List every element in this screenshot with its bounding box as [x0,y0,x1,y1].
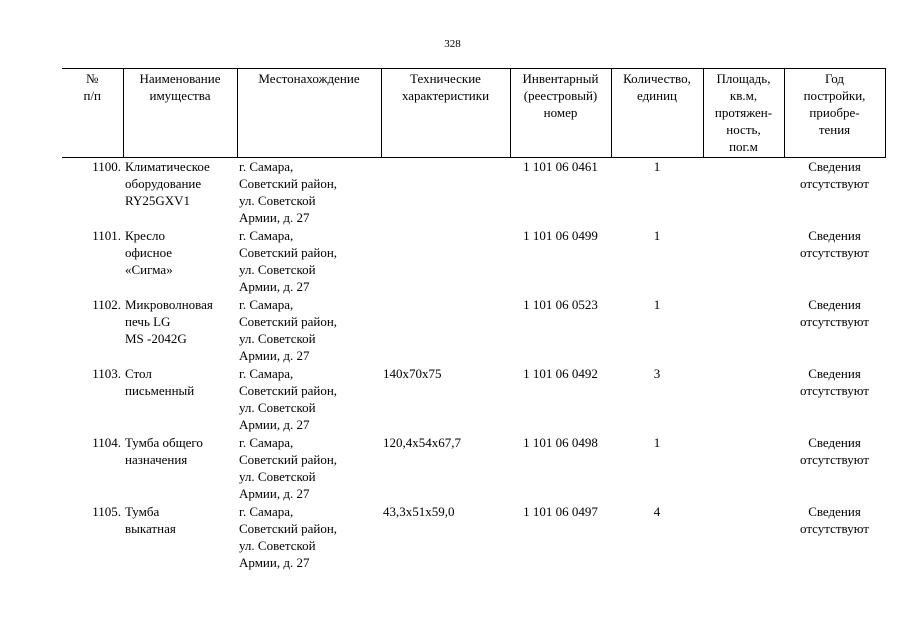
row-year: Сведения отсутствуют [800,435,869,467]
table-row [62,227,885,296]
row-inventory: 1 101 06 0523 [523,297,598,312]
row-name: Кресло офисное «Сигма» [125,228,173,277]
page-number: 328 [444,38,461,50]
row-area [703,296,784,365]
row-quantity: 1 [653,228,661,243]
row-num: 1102. [92,297,121,312]
table-row [62,296,885,365]
row-tech: 120,4x54x67,7 [383,435,461,450]
property-registry-table [62,68,886,572]
row-inventory: 1 101 06 0492 [523,366,598,381]
row-inventory: 1 101 06 0497 [523,504,598,519]
row-num: 1100. [92,159,121,174]
row-num: 1104. [92,435,121,450]
header-tech: Технические характеристики [381,69,510,158]
row-num: 1105. [92,504,121,519]
row-location: г. Самара, Советский район, ул. Советской Армии, д. 27 [239,435,338,501]
row-area [703,158,784,228]
table-row [62,158,885,228]
row-year: Сведения отсутствуют [800,504,869,536]
header-num: № п/п [62,69,123,158]
row-inventory: 1 101 06 0499 [523,228,598,243]
header-year: Год постройки, приобре- тения [784,69,885,158]
row-quantity: 1 [653,435,661,450]
row-name: Микроволновая печь LG MS -2042G [125,297,213,346]
row-num: 1101. [92,228,121,243]
row-quantity: 4 [653,504,661,519]
row-name: Тумба выкатная [125,504,176,536]
row-inventory: 1 101 06 0461 [523,159,598,174]
row-year: Сведения отсутствуют [800,228,869,260]
row-name: Тумба общего назначения [125,435,203,467]
row-area [703,503,784,572]
row-tech: 140x70x75 [383,366,442,381]
row-location: г. Самара, Советский район, ул. Советской Армии, д. 27 [239,366,338,432]
row-inventory: 1 101 06 0498 [523,435,598,450]
row-name: Климатическое оборудование RY25GXV1 [125,159,210,208]
row-tech [381,296,510,365]
table-header-row [62,69,885,158]
row-year: Сведения отсутствуют [800,297,869,329]
row-year: Сведения отсутствуют [800,366,869,398]
row-area [703,365,784,434]
header-area: Площадь, кв.м, протяжен- ность, пог.м [703,69,784,158]
header-name: Наименование имущества [123,69,237,158]
row-location: г. Самара, Советский район, ул. Советской Армии, д. 27 [239,159,338,225]
row-location: г. Самара, Советский район, ул. Советской Армии, д. 27 [239,228,338,294]
row-area [703,434,784,503]
table-row [62,365,885,434]
row-quantity: 1 [653,297,661,312]
row-num: 1103. [92,366,121,381]
header-quantity: Количество, единиц [611,69,703,158]
row-location: г. Самара, Советский район, ул. Советской Армии, д. 27 [239,504,338,570]
header-inventory: Инвентарный (реестровый) номер [510,69,611,158]
row-tech [381,158,510,228]
row-quantity: 3 [653,366,661,381]
row-location: г. Самара, Советский район, ул. Советской Армии, д. 27 [239,297,338,363]
row-name: Стол письменный [125,366,195,398]
row-quantity: 1 [653,159,661,174]
table-row [62,503,885,572]
table-row [62,434,885,503]
header-location: Местонахождение [237,69,381,158]
row-year: Сведения отсутствуют [800,159,869,191]
row-tech: 43,3x51x59,0 [383,504,455,519]
row-area [703,227,784,296]
row-tech [381,227,510,296]
